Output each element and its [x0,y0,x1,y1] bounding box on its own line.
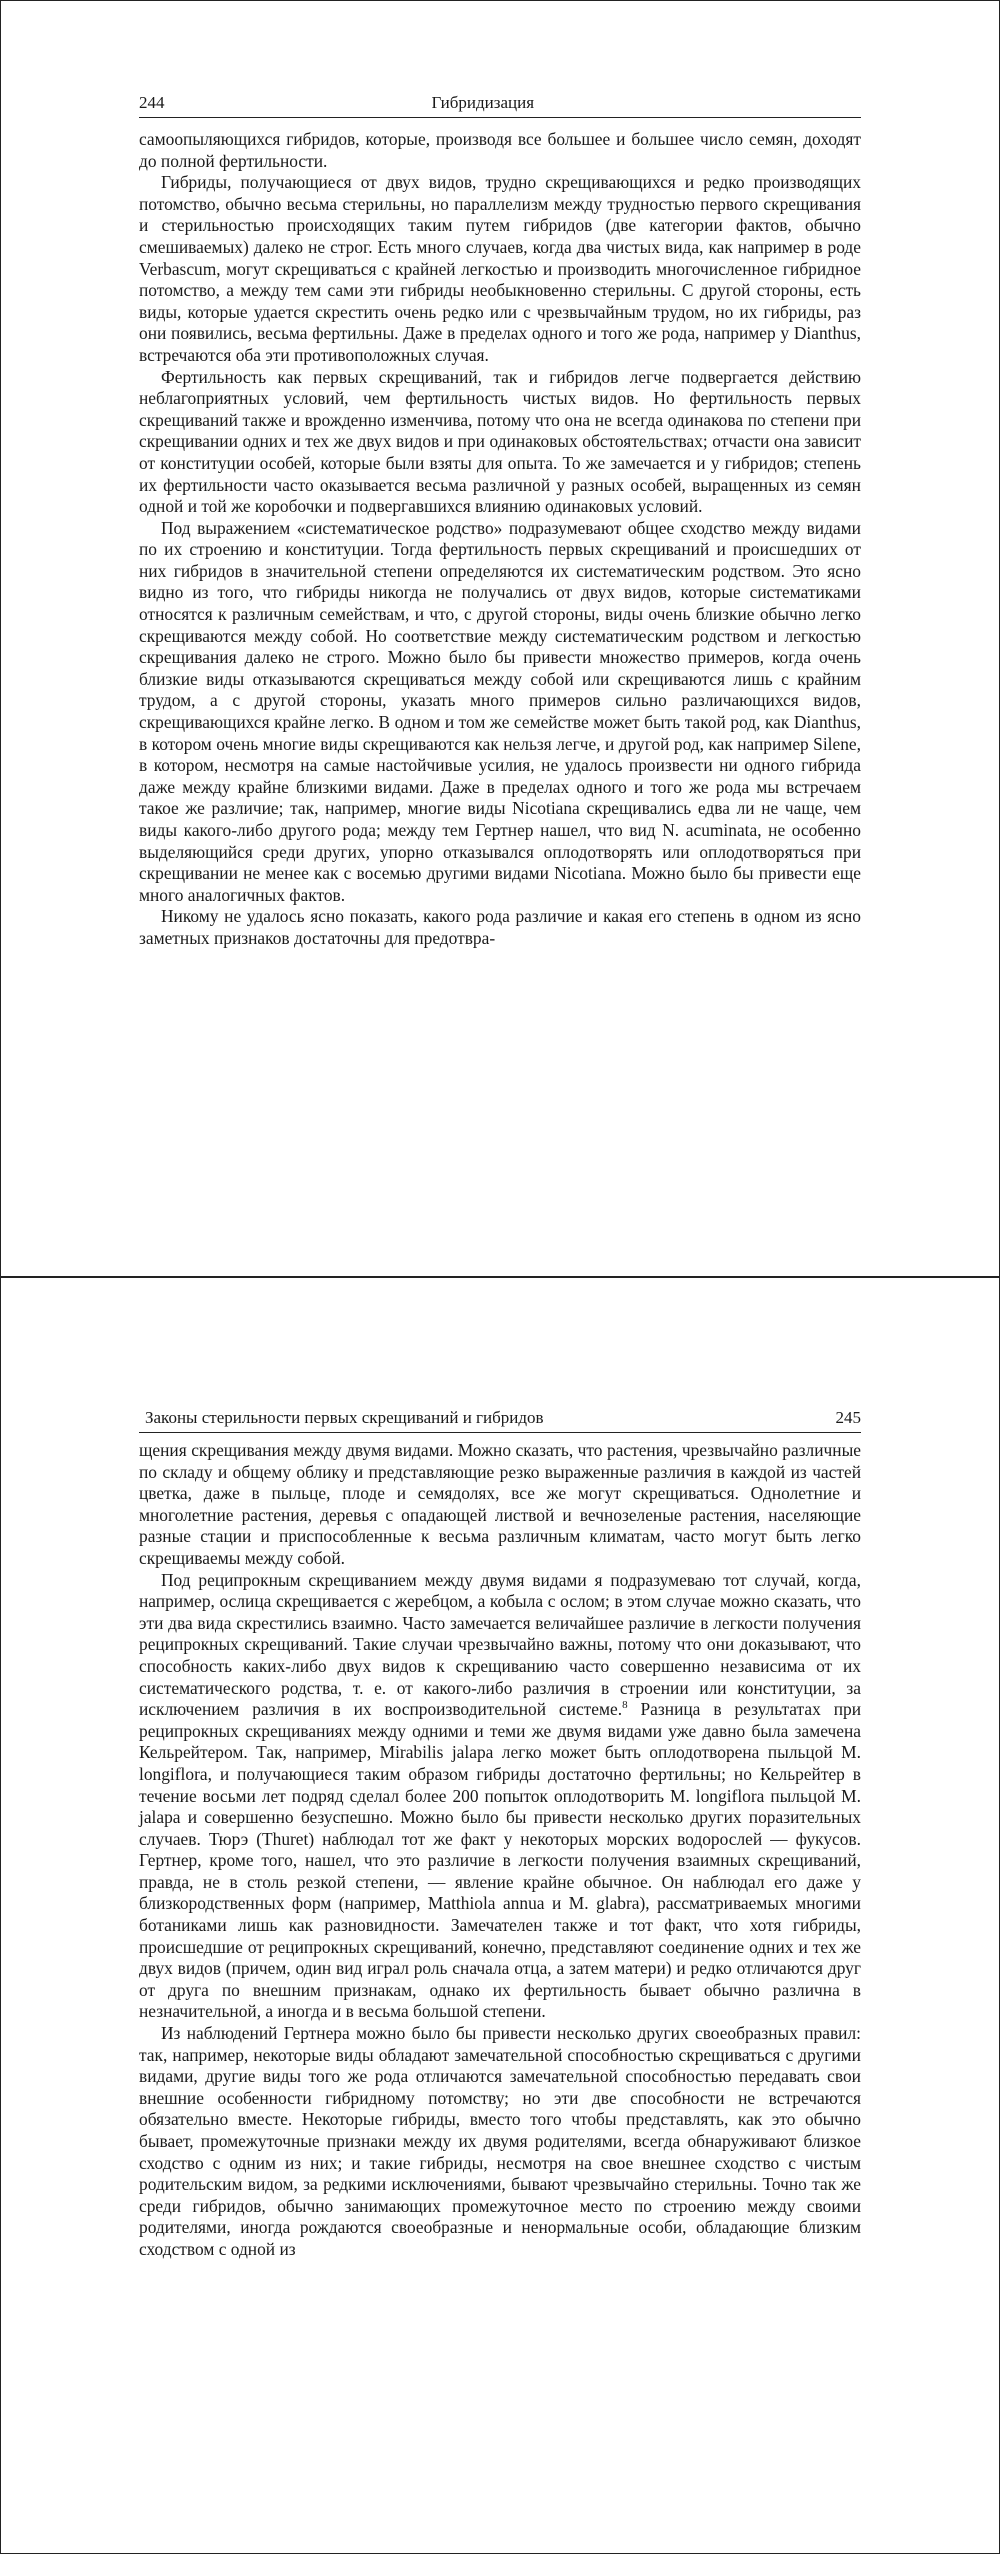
paragraph [139,1570,861,2023]
running-head-title: Гибридизация [431,93,535,112]
paragraph: Гибриды, получающиеся от двух видов, трудно скрещивающихся и редко производящих потомство, обычно весьма стерильны, но параллелизм между трудностью первого скрещивания и стерильностью происходящих таким путем гибридов (две категории фактов, обычно смешиваемых) далеко не строг. Есть много случаев, когда два чистых вида, как например в роде Verbascum, могут скрещиваться с крайней легкостью и производить многочисленное гибридное потомство, а между тем сами эти гибриды необыкновенно стерильны. С другой стороны, есть виды, которые удается скрестить очень редко или с чрезвычайным трудом, но их гибриды, раз они появились, весьма фертильны. Даже в пределах одного и того же рода, например у Dianthus, встречаются оба эти противоположных случая. [139,172,861,365]
page-number: 244 [139,93,165,112]
paragraph: Под выражением «систематическое родство» подразумевают общее сходство между видами по их строению и конституции. Тогда фертильность первых скрещиваний и происшедших от них гибридов в значительной степени определяются их систематическим родством. Это ясно видно из того, что гибриды никогда не получались от двух видов, которые систематиками относятся к различным семействам, и что, с другой стороны, виды очень близкие обычно легко скрещиваются между собой. Но соответствие между систематическим родством и легкостью скрещивания далеко не строго. Можно было бы привести множество примеров, когда очень близкие виды отказываются скрещиваться между собой или скрещиваются лишь с крайним трудом, а с другой стороны, указать много примеров сильно различающихся видов, скрещивающихся крайне легко. В одном и том же семействе может быть такой род, как Dianthus, в котором очень многие виды скрещиваются как нельзя легче, и другой род, как например Silene, в котором, несмотря на самые настойчивые усилия, не удалось произвести ни одного гибрида даже между крайне близкими видами. Даже в пределах одного и того же рода мы встречаем такое же различие; так, например, многие виды Nicotiana скрещивались едва ли не чаще, чем виды какого-либо другого рода; между тем Гертнер нашел, что вид N. acuminata, не особенно выделяющийся среди других, упорно отказывался оплодотворять или оплодотворяться при скрещивании не менее как с восемью другими видами Nicotiana. Можно было бы привести еще много аналогичных фактов. [139,517,861,905]
paragraph: Никому не удалось ясно показать, какого рода различие и какая его степень в одном из ясно заметных признаков достаточны для предотвра- [139,906,861,948]
paragraph: Из наблюдений Гертнера можно было бы привести несколько других своеобразных правил: так, например, некоторые виды обладают замечательной способностью скрещиваться с другими видами, другие виды того же рода отличаются замечательной способностью передавать свои внешние особенности гибридному потомству; но эти две способности не встречаются обязательно вместе. Некоторые гибриды, вместо того чтобы представлять, как это обычно бывает, промежуточные признаки между их двумя родителями, всегда обнаруживают близкое сходство с одним из них; и такие гибриды, несмотря на свое внешнее сходство с чистым родительским видом, за редкими исключениями, бывают чрезвычайно стерильны. Точно так же среди гибридов, обычно занимающих промежуточное место по строению между своими родителями, иногда рождаются своеобразные и ненормальные особи, обладающие близким сходством с одной из [139,2023,861,2259]
page-number: 245 [835,1408,861,1427]
paragraph-text: Разница в результатах при реципрокных скрещиваниях между одними и теми же двумя видами уже давно была замечена Кельрейтером. Так, например, Mirabilis jalapa легко может быть оплодотворена пыльцой M. longiflora, и получающиеся таким образом гибриды достаточно фертильны; но Кельрейтер в течение восьми лет подряд сделал более 200 попыток оплодотворить M. longiflora пыльцой M. jalapa и совершенно безуспешно. Можно было бы привести несколько других поразительных случаев. Тюрэ (Thuret) наблюдал тот же факт у некоторых морских водорослей — фукусов. Гертнер, кроме того, нашел, что это различие в легкости получения взаимных скрещиваний, правда, не в столь резкой степени, — явление крайне обычное. Он наблюдал его даже у близкородственных форм (например, Matthiola annua и M. glabra), рассматриваемых многими ботаниками лишь как разновидности. Замечателен также и тот факт, что хотя гибриды, происшедшие от реципрокных скрещиваний, конечно, представляют соединение одних и тех же двух видов (причем, один вид играл роль сначала отца, а затем матери) и редко отличаются друг от друга по внешним признакам, однако их фертильность бывает обычно различна в незначительной, а иногда и в весьма большой степени. [139,1699,862,2022]
running-head [139,1408,861,1433]
paragraph: щения скрещивания между двумя видами. Можно сказать, что растения, чрезвычайно различные по складу и общему облику и представляющие резко выраженные различия в каждой из частей цветка, даже в пыльце, плоде и семядолях, все же могут скрещиваться. Однолетние и многолетние растения, деревья с опадающей листвой и вечнозеленые растения, населяющие разные стации и приспособленные к весьма различным климатам, часто могут быть легко скрещиваемы между собой. [139,1440,861,1568]
page-body [139,1440,861,2261]
footnote-mark: 8 [622,1699,628,1712]
paragraph-text: Под реципрокным скрещиванием между двумя видами я подразумеваю тот случай, когда, например, ослица скрещивается с жеребцом, а кобыла с ослом; в этом случае можно сказать, что эти два вида скрестились взаимно. Часто замечается величайшее различие в легкости получения реципрокных скрещиваний. Такие случаи чрезвычайно важны, потому что они доказывают, что способность каких-либо двух видов к скрещиванию часто совершенно независима от их систематического родства, т. е. от какого-либо различия в строении или конституции, за исключением различия в их воспроизводительной системе. [139,1569,861,1720]
running-head-title: Законы стерильности первых скрещиваний и гибридов [145,1408,544,1427]
book-page-245 [0,1277,1000,2554]
paragraph: Фертильность как первых скрещиваний, так и гибридов легче подвергается действию неблагоприятных условий, чем фертильность чистых видов. Но фертильность первых скрещиваний также и врожденно изменчива, потому что она не всегда одинакова по степени при скрещивании одних и тех же двух видов и при одинаковых обстоятельствах; отчасти она зависит от конституции особей, которые были взяты для опыта. То же замечается и у гибридов; степень их фертильности часто оказывается весьма различной у разных особей, выращенных из семян одной и той же коробочки и подвергавшихся влиянию одинаковых условий. [139,366,861,517]
running-head [139,93,861,118]
page-body [139,129,861,950]
book-page-244 [0,0,1000,1277]
paragraph: самоопыляющихся гибридов, которые, производя все большее и большее число семян, доходят до полной фертильности. [139,129,861,171]
